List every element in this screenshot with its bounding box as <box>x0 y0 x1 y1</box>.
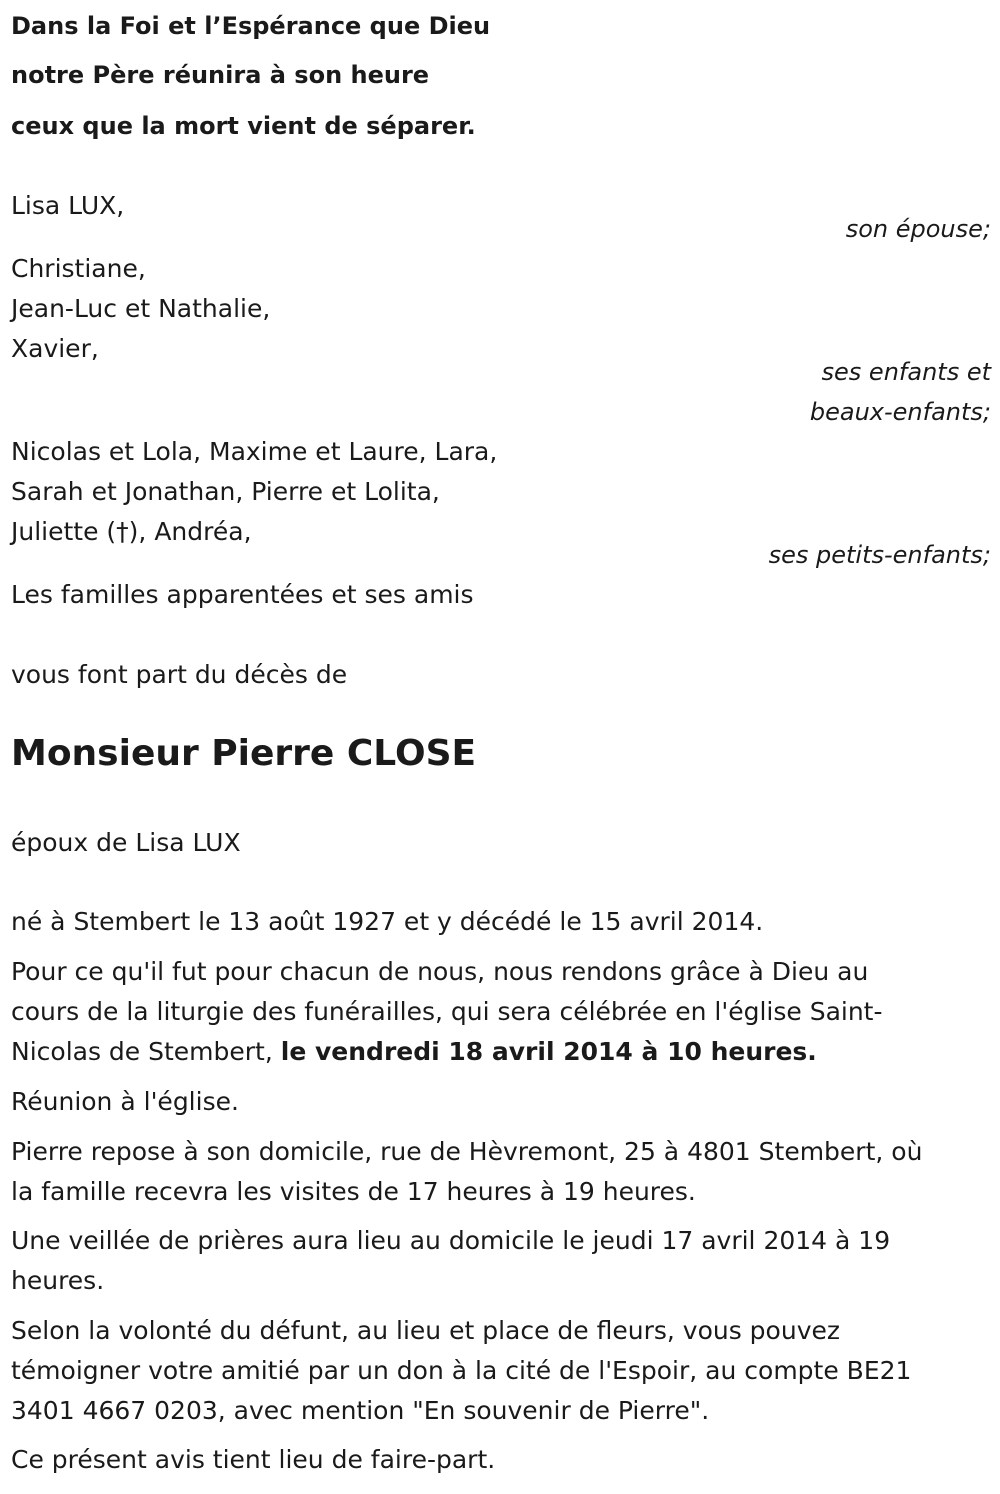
rest-line-1: Pierre repose à son domicile, rue de Hèvremont, 25 à 4801 Stembert, où <box>11 1137 923 1166</box>
grandchildren-3: Juliette (†), Andréa, <box>11 517 252 546</box>
meeting: Réunion à l'église. <box>11 1087 239 1116</box>
spouse: Lisa LUX, <box>11 191 125 220</box>
verse-line-1: Dans la Foi et l’Espérance que Dieu <box>11 12 491 40</box>
funeral-line-3 <box>11 1039 817 1064</box>
funeral-location: Nicolas de Stembert, <box>11 1037 281 1066</box>
announcement: vous font part du décès de <box>11 660 348 689</box>
vigil-line-2: heures. <box>11 1266 105 1295</box>
child-1: Christiane, <box>11 254 146 283</box>
closing: Ce présent avis tient lieu de faire-part. <box>11 1445 496 1474</box>
child-3: Xavier, <box>11 334 99 363</box>
rest-line-2: la famille recevra les visites de 17 heures à 19 heures. <box>11 1177 696 1206</box>
verse-line-2: notre Père réunira à son heure <box>11 61 430 89</box>
donation-line-2: témoigner votre amitié par un don à la cité de l'Espoir, au compte BE21 <box>11 1356 912 1385</box>
birth-death: né à Stembert le 13 août 1927 et y décédé le 15 avril 2014. <box>11 907 764 936</box>
grandchildren-2: Sarah et Jonathan, Pierre et Lolita, <box>11 477 440 506</box>
relatives: Les familles apparentées et ses amis <box>11 580 474 609</box>
spouse-role: son épouse; <box>845 215 991 243</box>
funeral-datetime: le vendredi 18 avril 2014 à 10 heures. <box>280 1037 817 1066</box>
funeral-line-1: Pour ce qu'il fut pour chacun de nous, nous rendons grâce à Dieu au <box>11 957 869 986</box>
funeral-line-2: cours de la liturgie des funérailles, qui sera célébrée en l'église Saint- <box>11 997 883 1026</box>
child-2: Jean-Luc et Nathalie, <box>11 294 271 323</box>
donation-line-3: 3401 4667 0203, avec mention "En souvenir de Pierre". <box>11 1396 710 1425</box>
deceased-name: Monsieur Pierre CLOSE <box>11 733 477 774</box>
children-role-1: ses enfants et <box>821 358 991 386</box>
grandchildren-1: Nicolas et Lola, Maxime et Laure, Lara, <box>11 437 498 466</box>
verse-line-3: ceux que la mort vient de séparer. <box>11 112 476 140</box>
grandchildren-role: ses petits-enfants; <box>768 541 991 569</box>
donation-line-1: Selon la volonté du défunt, au lieu et place de fleurs, vous pouvez <box>11 1316 840 1345</box>
children-role-2: beaux-enfants; <box>809 398 991 426</box>
vigil-line-1: Une veillée de prières aura lieu au domicile le jeudi 17 avril 2014 à 19 <box>11 1226 891 1255</box>
spouse-of: époux de Lisa LUX <box>11 828 241 857</box>
